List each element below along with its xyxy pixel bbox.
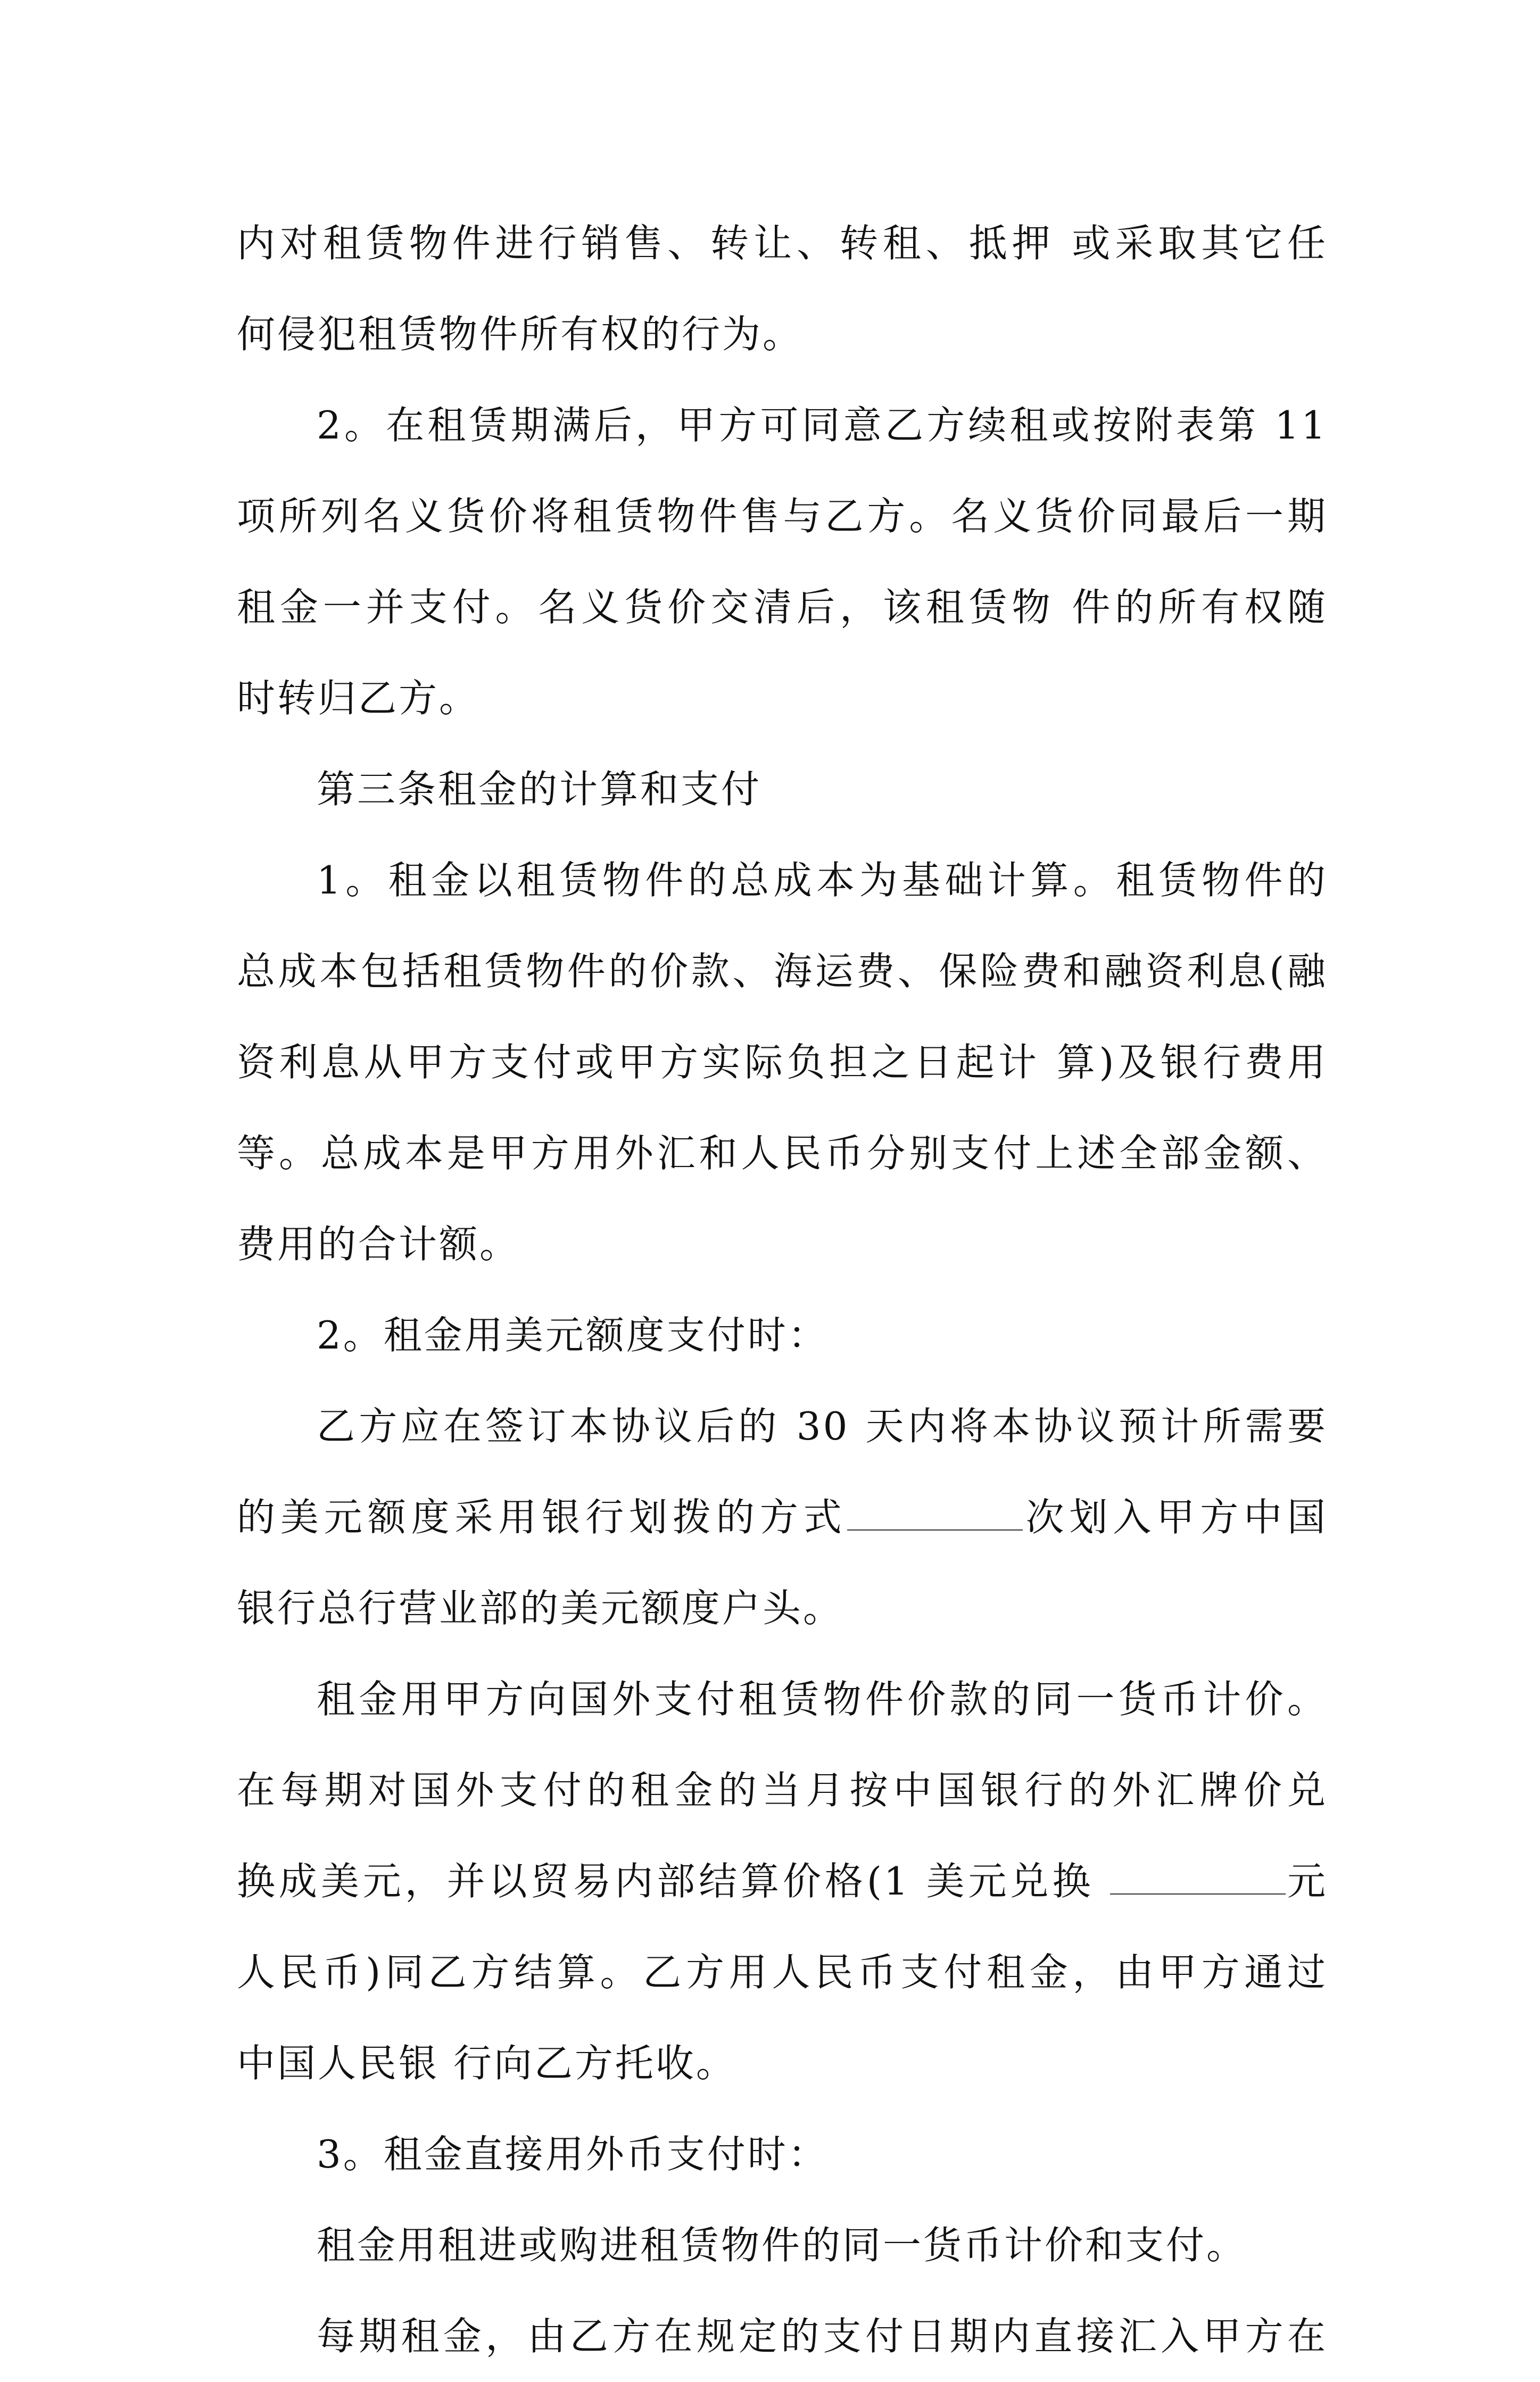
text-line: 时转归乙方。: [237, 676, 480, 721]
text-line: 2。在租赁期满后，甲方可同意乙方续租或按附表第 11: [317, 403, 1328, 448]
text-line: 2。租金用美元额度支付时：: [317, 1313, 829, 1358]
fill-in-blank: [1110, 1860, 1286, 1895]
text-line: 换成美元，并以贸易内部结算价格(1 美元兑换 元: [237, 1859, 1328, 1904]
text-line: 中国人民银 行向乙方托收。: [237, 2041, 736, 2086]
text-line: 在每期对国外支付的租金的当月按中国银行的外汇牌价兑: [237, 1768, 1328, 1813]
text-line: 人民币)同乙方结算。乙方用人民币支付租金，由甲方通过: [237, 1950, 1328, 1995]
text-line: 内对租赁物件进行销售、转让、转租、抵押 或采取其它任: [237, 221, 1328, 266]
text-line: 总成本包括租赁物件的价款、海运费、保险费和融资利息(融: [237, 949, 1328, 994]
text-line: 资利息从甲方支付或甲方实际负担之日起计 算)及银行费用: [237, 1040, 1328, 1085]
text-line: 3。租金直接用外币支付时：: [317, 2132, 829, 2177]
section-heading: 第三条租金的计算和支付: [317, 767, 762, 812]
text-line: 1。租金以租赁物件的总成本为基础计算。租赁物件的: [317, 858, 1328, 903]
text-line: 租金一并支付。名义货价交清后，该租赁物 件的所有权随: [237, 585, 1328, 630]
text-line: 乙方应在签订本协议后的 30 天内将本协议预计所需要: [317, 1404, 1328, 1449]
text-line: 租金用甲方向国外支付租赁物件价款的同一货币计价。: [317, 1677, 1328, 1722]
text-line: 费用的合计额。: [237, 1222, 520, 1267]
text-line: 的美元额度采用银行划拨的方式 次划入甲方中国: [237, 1495, 1328, 1540]
text-line: 租金用租进或购进租赁物件的同一货币计价和支付。: [317, 2223, 1247, 2268]
text-line: 等。总成本是甲方用外汇和人民币分别支付上述全部金额、: [237, 1131, 1328, 1176]
fill-in-blank: [847, 1496, 1023, 1531]
text-line: 银行总行营业部的美元额度户头。: [237, 1586, 844, 1631]
text-line: 每期租金，由乙方在规定的支付日期内直接汇入甲方在: [317, 2314, 1328, 2359]
text-line: 何侵犯租赁物件所有权的行为。: [237, 312, 804, 357]
text-line: 项所列名义货价将租赁物件售与乙方。名义货价同最后一期: [237, 494, 1328, 539]
document-body: [237, 198, 1328, 2382]
